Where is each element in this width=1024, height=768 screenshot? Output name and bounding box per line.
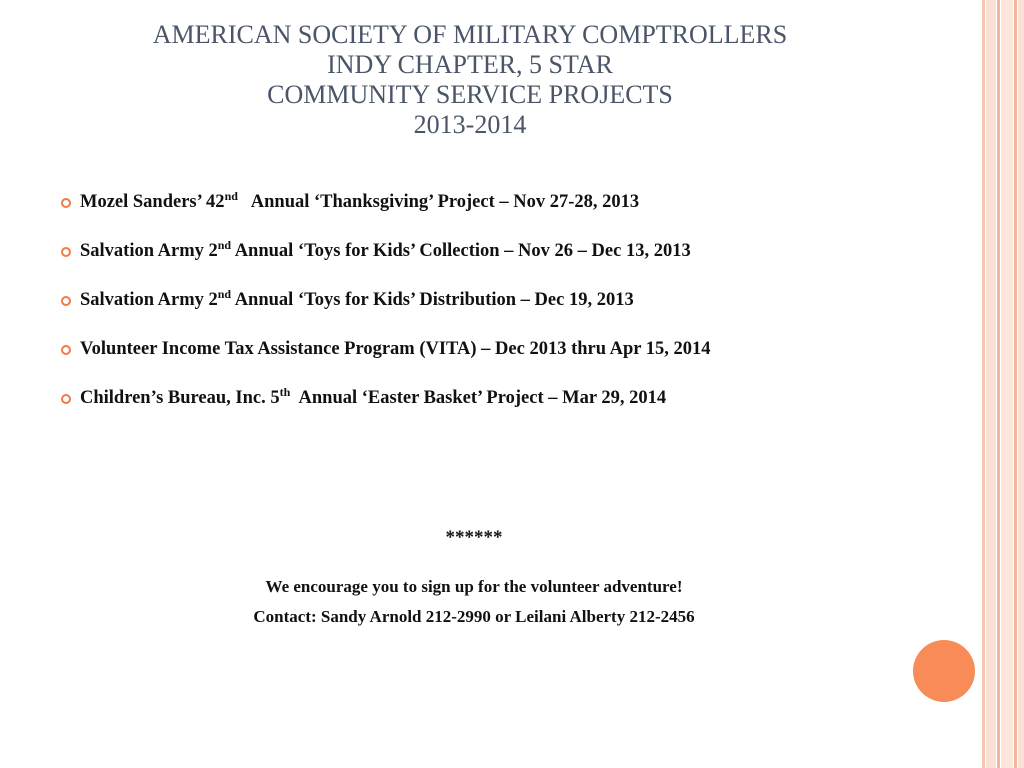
- bullet-ring-icon: [61, 296, 71, 306]
- item-text: Mozel Sanders’ 42: [80, 192, 225, 212]
- list-item: [60, 186, 880, 219]
- ordinal-suffix: nd: [224, 189, 238, 203]
- title-line: INDY CHAPTER, 5 STAR: [327, 50, 613, 79]
- decorative-circle: [913, 640, 975, 702]
- item-text: Annual ‘Toys for Kids’ Collection – Nov 26 – Dec 13, 2013: [231, 241, 691, 261]
- title-line: COMMUNITY SERVICE PROJECTS: [267, 80, 673, 109]
- item-text: Salvation Army 2: [80, 241, 218, 261]
- decorative-stripe: [1001, 0, 1013, 768]
- title-line: AMERICAN SOCIETY OF MILITARY COMPTROLLERS: [152, 20, 788, 49]
- ordinal-suffix: th: [279, 385, 291, 399]
- item-text: Annual ‘Easter Basket’ Project – Mar 29, 2014: [290, 388, 667, 408]
- separator: ******: [445, 527, 503, 548]
- slide-title: [40, 20, 900, 140]
- item-text: Children’s Bureau, Inc. 5: [80, 388, 280, 408]
- bullet-ring-icon: [61, 345, 71, 355]
- list-item: [60, 284, 880, 317]
- list-item: [60, 235, 880, 268]
- ordinal-suffix: nd: [217, 238, 232, 252]
- decorative-stripe: [982, 0, 985, 768]
- bullet-ring-icon: [61, 394, 71, 404]
- decorative-stripe: [986, 0, 996, 768]
- list-item: [60, 382, 880, 415]
- title-line: 2013-2014: [413, 110, 527, 139]
- ordinal-suffix: nd: [217, 287, 232, 301]
- contact-info: Contact: Sandy Arnold 212-2990 or Leilani Alberty 212-2456: [253, 607, 695, 626]
- decorative-stripe: [1014, 0, 1017, 768]
- item-text: Annual ‘Toys for Kids’ Distribution – Dec 19, 2013: [231, 290, 634, 310]
- call-to-action: We encourage you to sign up for the volunteer adventure!: [265, 577, 683, 596]
- item-text: Annual ‘Thanksgiving’ Project – Nov 27-28, 2013: [237, 192, 640, 212]
- list-item: [60, 333, 880, 366]
- decorative-stripe: [1018, 0, 1024, 768]
- item-text: Volunteer Income Tax Assistance Program (VITA) – Dec 2013 thru Apr 15, 2014: [80, 339, 711, 359]
- project-list: [60, 186, 880, 431]
- bullet-ring-icon: [61, 247, 71, 257]
- decorative-stripe: [997, 0, 1000, 768]
- bullet-ring-icon: [61, 198, 71, 208]
- item-text: Salvation Army 2: [80, 290, 218, 310]
